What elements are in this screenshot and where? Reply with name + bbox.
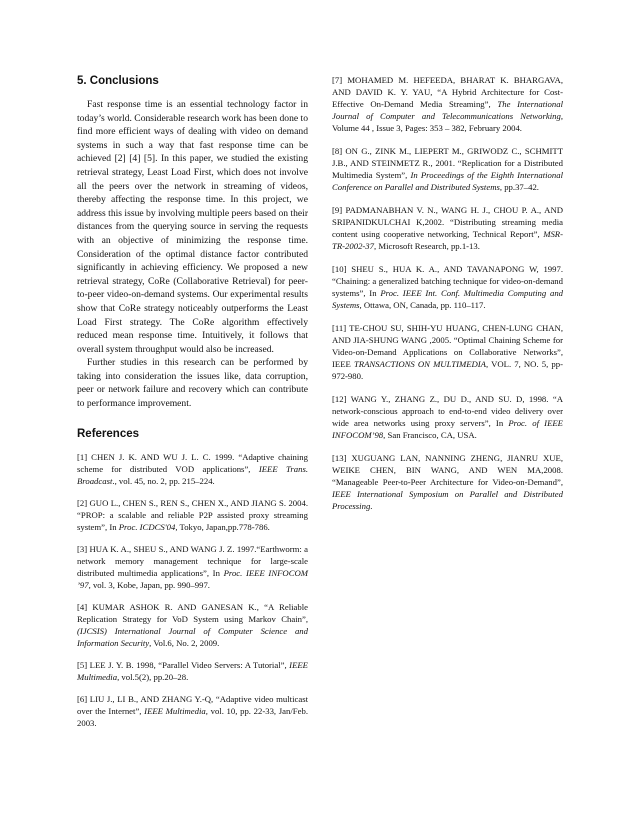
reference-item <box>332 204 563 252</box>
reference-item <box>332 452 563 512</box>
references-heading: References <box>77 427 140 440</box>
conclusions-heading: 5. Conclusions <box>77 75 159 87</box>
reference-text: , Ottawa, ON, Canada, pp. 110–117. <box>359 300 486 310</box>
reference-text: . <box>370 501 373 511</box>
reference-venue: (IJCSIS) International Journal of Computer Science and Information Security <box>77 625 308 648</box>
reference-text: , vol. 3, Kobe, Japan, pp. 990–997. <box>88 579 210 590</box>
reference-venue: Proc. ICDCS'04 <box>118 521 176 532</box>
reference-text: , vol. 10, pp. 22-33, Jan/Feb. 2003. <box>77 705 308 728</box>
reference-item <box>77 659 308 683</box>
right-column <box>332 74 563 523</box>
reference-text: [3] HUA K. A., SHEU S., AND WANG J. Z. 1997.“Earthworm: a network memory management technique for large-scale distributed multimedia applications”, In <box>77 543 308 578</box>
reference-text: [13] XUGUANG LAN, NANNING ZHENG, JIANRU XUE, WEIKE CHEN, BIN WANG, AND WEN MA,2008. “Manageable Peer-to-Peer Architecture for Video-on-Demand”, <box>332 453 563 487</box>
reference-text: [8] ON G., ZINK M., LIEPERT M., GRIWODZ C., SCHMITT J.B., AND STEINMETZ R., 2001. “Replication for a Distributed Multimedia System”, <box>332 146 563 180</box>
reference-text: , Microsoft Research, pp.1-13. <box>374 241 480 251</box>
reference-text: , pp.37–42. <box>499 182 539 192</box>
reference-text: [6] LIU J., LI B., AND ZHANG Y.-Q, “Adaptive video multicast over the Internet”, <box>77 693 308 716</box>
reference-item <box>332 393 563 441</box>
reference-item <box>332 74 563 134</box>
reference-venue: Proc. of IEEE INFOCOM’98 <box>332 418 563 440</box>
reference-venue: IEEE International Symposium on Parallel and Distributed Processing <box>332 489 563 511</box>
reference-text: [1] CHEN J. K. AND WU J. L. C. 1999. “Adaptive chaining scheme for distributed VOD applications”, <box>77 451 308 474</box>
reference-item <box>77 451 308 487</box>
reference-venue: TRANSACTIONS ON MULTIMEDIA <box>353 359 486 369</box>
reference-venue: MSR-TR-2002-37 <box>332 229 563 251</box>
reference-text: [5] LEE J. Y. B. 1998, “Parallel Video Servers: A Tutorial”, <box>77 659 290 670</box>
reference-text: , Vol.6, No. 2, 2009. <box>149 637 220 648</box>
reference-venue: IEEE Multimedia <box>144 705 206 716</box>
reference-text: , VOL. 7, NO. 5, pp-972-980. <box>332 359 563 381</box>
reference-text: , vol.5(2), pp.20–28. <box>117 671 189 682</box>
reference-item <box>332 145 563 193</box>
reference-item <box>77 543 308 591</box>
reference-venue: IEEE Multimedia <box>77 659 308 682</box>
reference-text: , San Francisco, CA, USA. <box>383 430 477 440</box>
reference-text: , Volume 44 , Issue 3, Pages: 353 – 382, February 2004. <box>332 111 563 133</box>
reference-item <box>332 322 563 382</box>
reference-venue: IEEE Trans. Broadcast <box>77 463 308 486</box>
reference-text: [12] WANG Y., ZHANG Z., DU D., AND SU. D, 1998. “A network-conscious approach to end-to-end video delivery over wide area networks using proxy servers”, In <box>332 394 563 428</box>
reference-item <box>77 693 308 729</box>
reference-text: [10] SHEU S., HUA K. A., AND TAVANAPONG W, 1997. “Chaining: a generalized batching technique for video-on-demand systems”, In <box>332 264 563 298</box>
left-column <box>77 74 308 739</box>
reference-text: [7] MOHAMED M. HEFEEDA, BHARAT K. BHARGAVA, AND DAVID K. Y. YAU, “A Hybrid Architecture for Cost-Effective On-Demand Media Streaming”, <box>332 75 563 109</box>
reference-text: , Tokyo, Japan,pp.778-786. <box>175 521 270 532</box>
reference-text: [9] PADMANABHAN V. N., WANG H. J., CHOU P. A., AND SRIPANIDKULCHAI K,2002. “Distributing streaming media content using cooperative networking, Technical Report”, <box>332 205 563 239</box>
reference-venue: The International Journal of Computer and Telecommunications Networking <box>332 99 563 121</box>
reference-item <box>77 601 308 649</box>
reference-item <box>332 263 563 311</box>
reference-text: [11] TE-CHOU SU, SHIH-YU HUANG, CHEN-LUNG CHAN, AND JIA-SHUNG WANG ,2005. “Optimal Chaining Scheme for Video-on-Demand Applications on Collaborative Networks”, IEEE <box>332 323 563 369</box>
reference-venue: Proc. IEEE Int. Conf. Multimedia Computing and Systems <box>332 288 564 310</box>
reference-text: ., vol. 45, no. 2, pp. 215–224. <box>112 475 215 486</box>
reference-item <box>77 497 308 533</box>
conclusions-paragraph-1: Fast response time is an essential technology factor in today’s world. Considerable research work has been done to find more efficient ways of dealing with video on demand systems in such a way that fast response time can be achieved [2] [4] [5]. In this paper, we studied the existing retrieval strategy, Least Load First, which does not involve all the peers over the network in streaming of videos, thereby affecting the response time. In this project, we address this issue by involving multiple peers based on their distances from the querying source in serving the requests with an objective of minimizing the response time. Consideration of the optimal distance factor contributed significantly in achieving efficiency. We proposed a new retrieval strategy, CoRe (Collaborative Retrieval) for peer-to-peer video-on-demand systems. Our experimental results show that CoRe strategy noticeably outperforms the Least Load First strategy. The CoRe algorithm effectively reduced mean response time. Intuitively, it follows that overall system throughput would also be increased. <box>77 99 309 355</box>
reference-text: [4] KUMAR ASHOK R. AND GANESAN K., “A Reliable Replication Strategy for VoD System using Markov Chain”, <box>77 601 308 624</box>
reference-text: [2] GUO L., CHEN S., REN S., CHEN X., AND JIANG S. 2004. “PROP: a scalable and reliable P2P assisted proxy streaming system”, In <box>77 497 308 532</box>
reference-venue: Proc. IEEE INFOCOM ’97 <box>77 567 308 590</box>
reference-venue: In Proceedings of the Eighth International Conference on Parallel and Distributed Systems <box>332 170 563 192</box>
conclusions-paragraph-2: Further studies in this research can be performed by taking into consideration the issues like, data corruption, peer or network failure and recovery which can contribute to performance improvement. <box>77 357 308 410</box>
